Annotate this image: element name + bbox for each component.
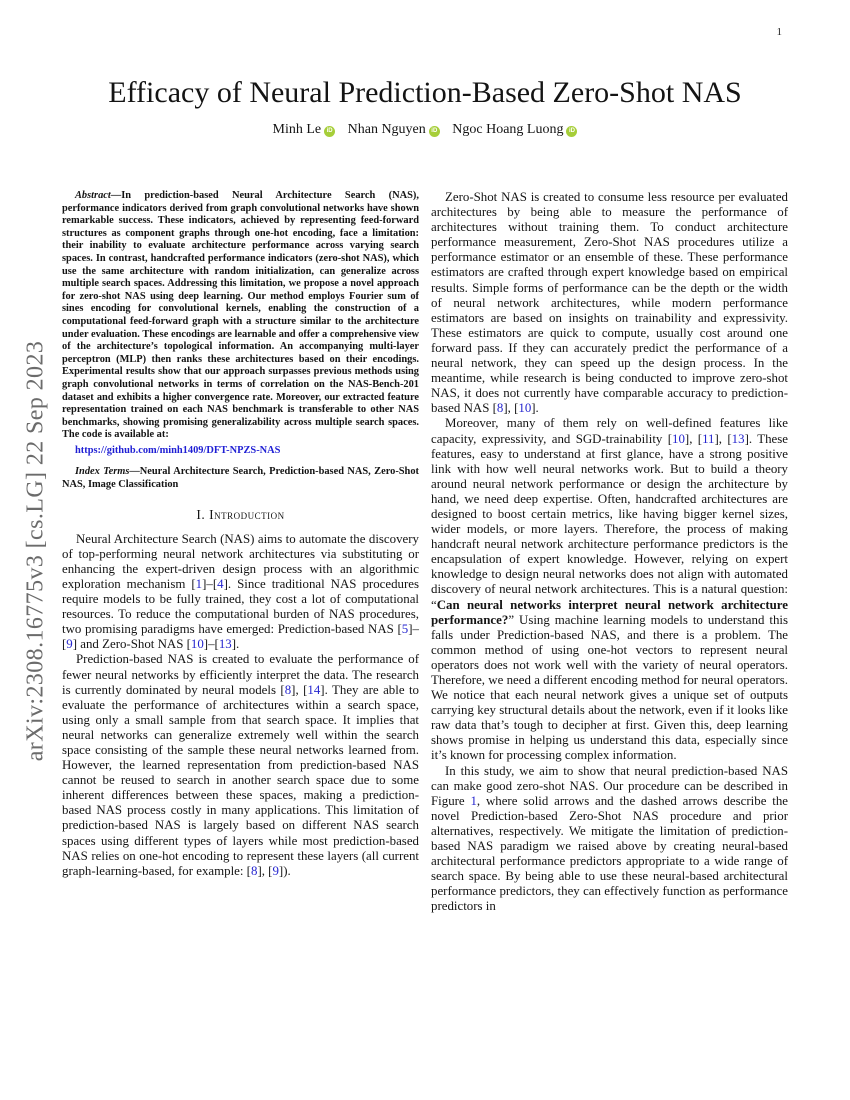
author-line [62, 122, 788, 138]
citation-link[interactable]: 13 [731, 431, 745, 446]
citation-link[interactable]: 4 [217, 576, 224, 591]
intro-paragraph-4: Moreover, many of them rely on well-defined features like capacity, expressivity, and SGD-trainability [10], [11], [13]. These features, easy to understand at first glance, have a strong positive link with how well neural networks work. But to build a theory around neural network performance or design the architecture by hand, we need deep expertise. Often, handcrafted architectures are designed to boost certain metrics, like having bigger kernel sizes, wider models, or more layers. Therefore, the process of making handcraft neural network architecture performance predictors is the encapsulation of expert knowledge. However, relying on expert knowledge to design neural networks does not align with automated discovery of neural network architectures. This is a natural question: “Can neural networks interpret neural network architecture performance?” Using machine learning models to understand this falls under Prediction-based NAS, and there is a problem. The common method of using one-hot vectors to represent neural operators does not work well with the variety of neural operators. Therefore, we need a different encoding method for neural operators. We notice that each neural network gives a unique set of outputs carrying key structural details about the network, even if it looks like raw data that’s tough to decipher at first. Given this, deep learning shows promise in helping us understand this data, especially since it’s known for processing complex information. [431, 416, 788, 763]
abstract-body: —In prediction-based Neural Architecture Search (NAS), performance indicators derived from graph convolutional networks have shown remarkable success. These indicators, achieved by representing feed-forward structures as component graphs through one-hot encoding, face a limitation: their inability to evaluate architecture performance across varying search spaces. In contrast, handcrafted performance indicators (zero-shot NAS), which use the same architecture with random initialization, can generalize across multiple search spaces. Addressing this limitation, we propose a novel approach for zero-shot NAS using deep learning. Our method employs Fourier sum of sines encoding for convolutional kernels, enabling the construction of a computational feed-forward graph with a structure similar to the architecture under evaluation. These encodings are learnable and offer a comprehensive view of the architecture’s topological information. An accompanying multi-layer perceptron (MLP) then ranks these architectures based on their encodings. Experimental results show that our approach surpasses previous methods using graph convolutional networks in terms of correlation on the NAS-Bench-201 dataset and exhibits a higher convergence rate. Moreover, our extracted feature representation trained on each NAS benchmark is transferable to other NAS benchmarks, showing promising generalizability across multiple search spaces. The code is available at: [62, 190, 419, 441]
section-heading-introduction: I. Introduction [196, 506, 285, 522]
github-link[interactable]: https://github.com/minh1409/DFT-NPZS-NAS [75, 444, 281, 456]
intro-paragraph-3: Zero-Shot NAS is created to consume less resource per evaluated architectures by being able to measure the performance of architectures without training them. To conduct architecture performance measurement, Zero-Shot NAS procedures utilize a performance estimator or an ensemble of these. These performance estimators are crafted through expert knowledge based on empirical results. Simple forms of performance can be the depth or the width of neural network architectures, while modern performance estimators are based on insights on trainability and expressivity. These estimators are quick to compute, usually cost around one forward pass. If they can accurately predict the performance of a neural network, they can speed up the design process. In the meantime, while research is being conducted to improve zero-shot NAS, it does not currently have comparable accuracy to prediction-based NAS [8], [10]. [431, 190, 788, 416]
index-terms-lead: Index Terms [75, 466, 130, 478]
citation-link[interactable]: 9 [66, 637, 73, 652]
author-1-name: Minh Le [272, 122, 322, 137]
citation-link[interactable]: 8 [250, 863, 258, 878]
author-2-name: Nhan Nguyen [347, 122, 426, 137]
citation-link[interactable]: 9 [272, 863, 279, 878]
citation-link[interactable]: 5 [401, 622, 409, 637]
author-3 [452, 122, 577, 137]
citation-link[interactable]: 13 [218, 637, 232, 652]
author-1 [273, 122, 336, 137]
intro-paragraph-2: Prediction-based NAS is created to evaluate the performance of fewer neural networks by efficiently interpret the data. The research is currently dominated by neural models [8], [14]. They are able to evaluate the performance of architectures within a search space, using only a small sample from that search space. It implies that neural networks can generalize extremely well within the search space consisting of the sample these neural networks learned from. However, the learned representation from prediction-based NAS cannot be reused to search in another search space due to some inherent differences between these spaces, making a prediction-based NAS process costly in many applications. This limitation of prediction-based NAS is largely based on different NAS search spaces using different types of layers while most prediction-based NAS relies on one-hot encoding to represent these layers (all current graph-learning-based, for example: [8], [9]). [62, 652, 419, 878]
citation-link[interactable]: 10 [518, 401, 532, 416]
left-column [62, 190, 419, 879]
intro-paragraph-1: Neural Architecture Search (NAS) aims to automate the discovery of top-performing neural network architectures via substituting or enhancing the expert-driven design process with an algorithmic exploration mechanism [1]–[4]. Since traditional NAS procedures require models to be fully trained, they cost a lot of computational resources. To reduce the computational burden of NAS procedures, two promising paradigms have emerged: Prediction-based NAS [5]–[9] and Zero-Shot NAS [10]–[13]. [62, 531, 419, 652]
index-terms [62, 466, 419, 491]
citation-link[interactable]: 10 [190, 637, 204, 652]
abstract-lead: Abstract [75, 190, 111, 201]
orcid-icon[interactable]: iD [566, 126, 577, 137]
orcid-icon[interactable]: iD [429, 126, 440, 137]
arxiv-stamp: arXiv:2308.16775v3 [cs.LG] 22 Sep 2023 [22, 340, 49, 762]
index-terms-body: —Neural Architecture Search, Prediction-based NAS, Zero-Shot NAS, Image Classification [62, 466, 419, 491]
citation-link[interactable]: 11 [702, 431, 715, 446]
citation-link[interactable]: 8 [284, 682, 292, 697]
author-2 [348, 122, 440, 137]
abstract [62, 190, 419, 442]
citation-link[interactable]: 1 [470, 793, 477, 808]
author-3-name: Ngoc Hoang Luong [452, 122, 564, 137]
citation-link[interactable]: 14 [307, 682, 321, 697]
citation-link[interactable]: 1 [195, 576, 203, 591]
citation-link[interactable]: 10 [672, 431, 685, 446]
citation-link[interactable]: 8 [496, 401, 504, 416]
code-link-line [62, 445, 419, 458]
orcid-icon[interactable]: iD [324, 126, 335, 137]
right-column [431, 190, 788, 915]
paper-title: Efficacy of Neural Prediction-Based Zero-Shot NAS [108, 76, 742, 109]
page-number: 1 [776, 26, 782, 38]
intro-paragraph-5: In this study, we aim to show that neural prediction-based NAS can make good zero-shot NAS. Our procedure can be described in Figure 1, where solid arrows and the dashed arrows describe the novel Prediction-based Zero-Shot NAS procedure and prior alternatives, respectively. We mitigate the limitation of prediction-based NAS paradigm we raised above by creating neural-based architectural performance predictors appropriate to a wide range of search space. By being able to use these neural-based architectural performance predictors, they can effectively function as performance predictors in [431, 763, 788, 914]
